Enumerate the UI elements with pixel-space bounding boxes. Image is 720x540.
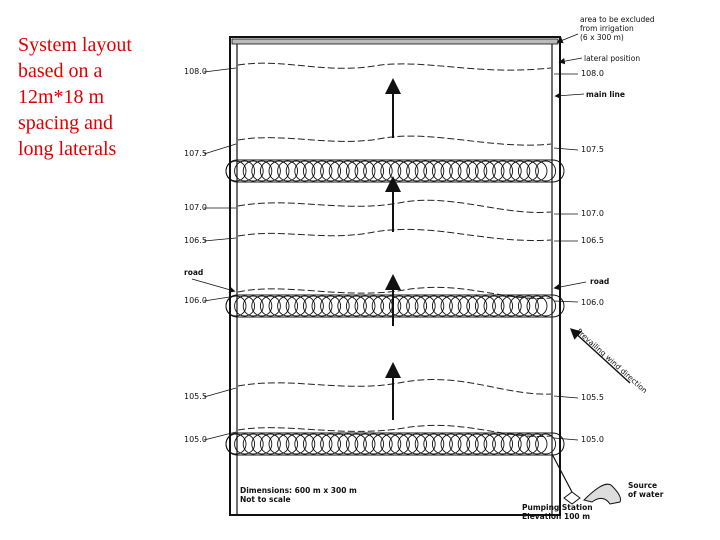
contour-107-0 [238, 200, 551, 212]
left-elevation-labels [184, 67, 207, 444]
dimensions-line: Not to scale [240, 495, 291, 504]
contour-label-left: 107.0 [184, 203, 207, 212]
slide-title [18, 32, 178, 162]
excluded-area-line: from irrigation [580, 24, 634, 33]
contour-105-5 [238, 380, 551, 395]
layout-diagram [174, 10, 720, 530]
source-of-water-line: of water [628, 490, 664, 499]
lateral-row [226, 295, 564, 317]
main-line-label: main line [586, 90, 625, 99]
contour-label-right: 106.5 [581, 236, 604, 245]
contour-label-left: 107.5 [184, 149, 207, 158]
title-line: long laterals [18, 138, 117, 160]
right-leader-lines [554, 74, 578, 440]
contour-label-left: 105.5 [184, 392, 207, 401]
contour-lines [238, 63, 551, 436]
contour-label-left: 105.0 [184, 435, 207, 444]
contour-label-right: 106.0 [581, 298, 604, 307]
laterals [226, 160, 564, 455]
wind-direction-label: Prevailing wind direction [574, 326, 650, 396]
contour-label-right: 107.0 [581, 209, 604, 218]
excluded-area-line: area to be excluded [580, 15, 655, 24]
contour-label-right: 105.0 [581, 435, 604, 444]
contour-label-left: 106.0 [184, 296, 207, 305]
dimensions-line: Dimensions: 600 m x 300 m [240, 486, 357, 495]
lateral-row [226, 160, 564, 182]
title-line: spacing and [18, 112, 113, 134]
supply-line [552, 454, 572, 492]
contour-label-right: 105.5 [581, 393, 604, 402]
source-of-water-line: Source [628, 481, 658, 490]
lateral-position-label: lateral position [584, 54, 641, 63]
contour-107-5 [238, 136, 551, 145]
water-source-icon [584, 484, 621, 504]
excluded-area-annotation [580, 15, 655, 42]
title-line: based on a [18, 60, 103, 82]
contour-label-left: 106.5 [184, 236, 207, 245]
lateral-row [226, 433, 564, 455]
contour-label-right: 107.5 [581, 145, 604, 154]
dimensions-note [240, 486, 357, 504]
left-leader-lines [204, 68, 236, 440]
road-arrow-left [192, 279, 234, 291]
contour-108-0 [238, 63, 551, 70]
contour-label-right: 108.0 [581, 69, 604, 78]
pumping-station-line: Elevation 100 m [522, 512, 591, 521]
field-boundary [230, 37, 560, 515]
pumping-station-label [522, 503, 593, 521]
road-label-left: road [184, 268, 204, 277]
right-elevation-labels [581, 69, 604, 444]
source-of-water-label [628, 481, 664, 499]
contour-label-left: 108.0 [184, 67, 207, 76]
title-line: 12m*18 m [18, 86, 105, 108]
contour-106-5 [238, 229, 551, 240]
road-label-right: road [590, 277, 610, 286]
layout-diagram-svg [174, 10, 720, 530]
excluded-strip [232, 39, 558, 44]
lateral-position-arrow [560, 58, 582, 62]
excluded-area-line: (6 x 300 m) [580, 33, 624, 42]
title-line: System layout [18, 34, 132, 56]
pumping-station-line: Pumping Station [522, 503, 593, 512]
